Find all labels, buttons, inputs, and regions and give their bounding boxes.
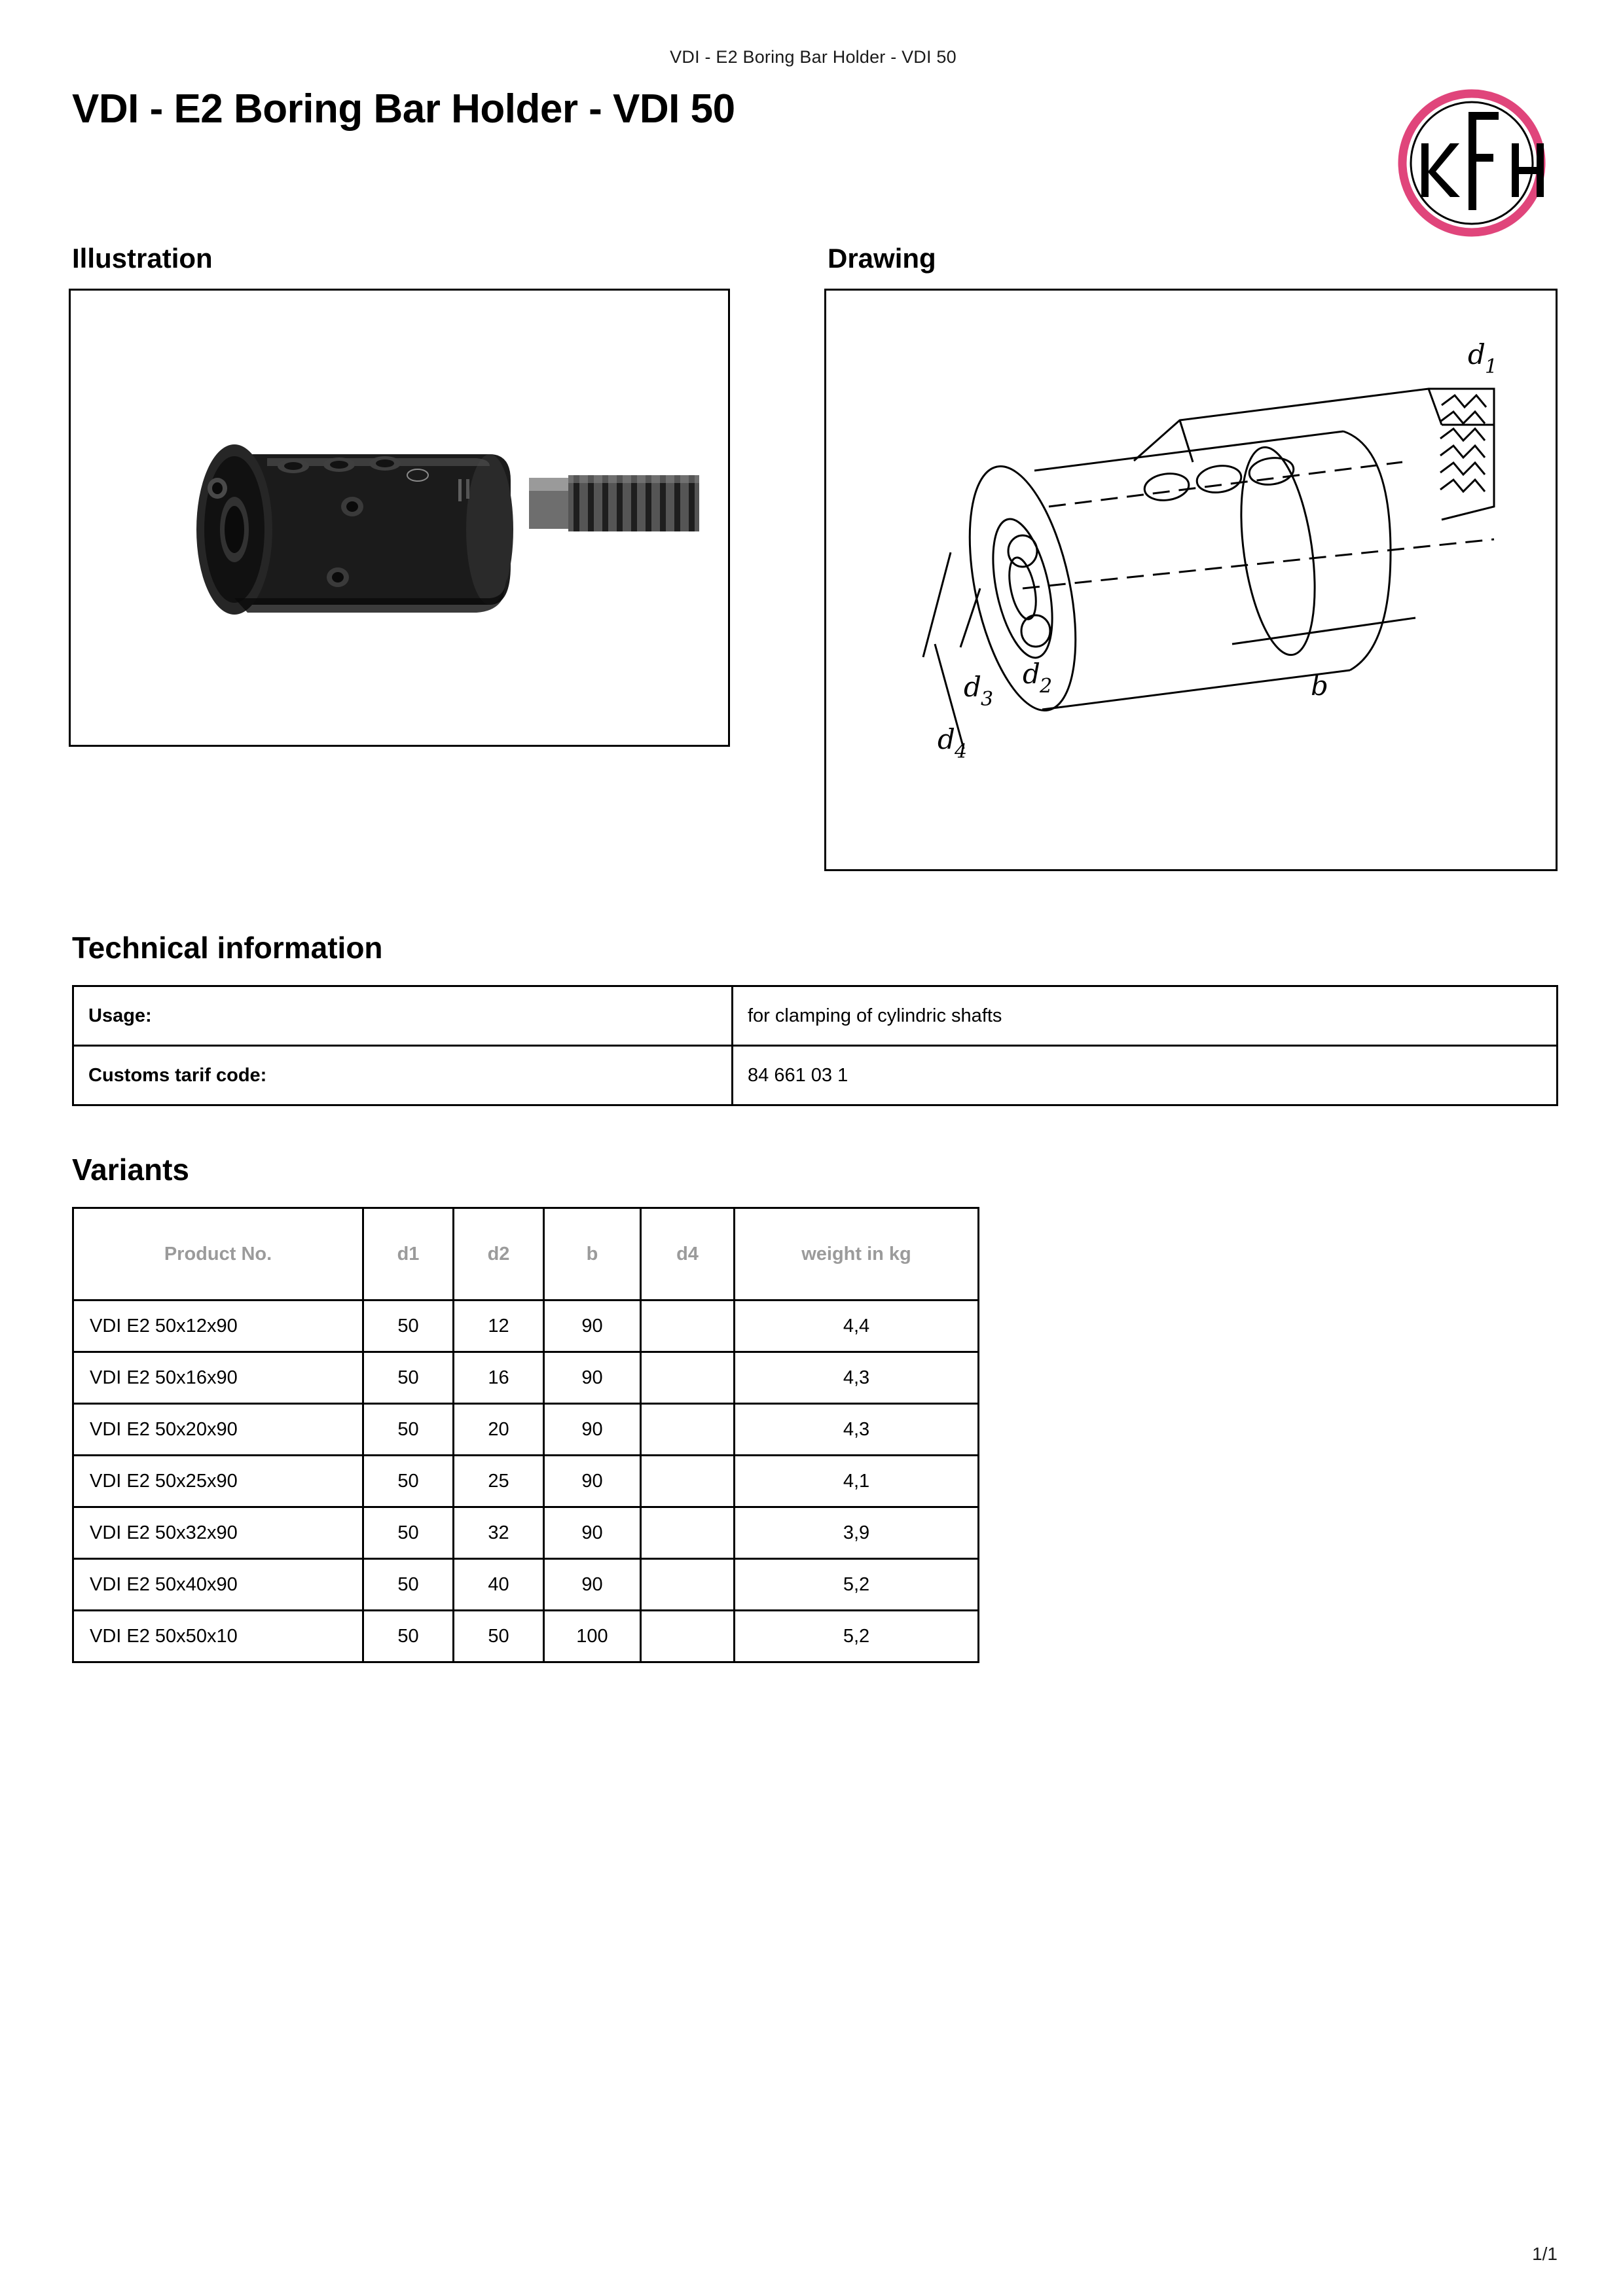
cell-d2: 40 [454, 1559, 544, 1611]
illustration-column [69, 243, 752, 747]
cell-b: 90 [544, 1559, 641, 1611]
svg-text:2: 2 [1040, 675, 1053, 698]
cell-product: VDI E2 50x25x90 [73, 1456, 363, 1507]
cell-weight: 5,2 [735, 1611, 979, 1662]
tech-value-customs: 84 661 03 1 [733, 1046, 1558, 1105]
column-header-product-no: Product No. [73, 1208, 363, 1300]
cell-d2: 32 [454, 1507, 544, 1559]
cell-product: VDI E2 50x16x90 [73, 1352, 363, 1404]
cell-d1: 50 [363, 1559, 454, 1611]
dim-label-d3: d [964, 671, 981, 703]
cell-d1: 50 [363, 1507, 454, 1559]
variants-title: Variants [72, 1153, 189, 1187]
cell-d4 [641, 1300, 735, 1352]
cell-weight: 4,3 [735, 1404, 979, 1456]
column-header-d1: d1 [363, 1208, 454, 1300]
table-row [73, 1456, 979, 1507]
cell-weight: 4,3 [735, 1352, 979, 1404]
cell-weight: 5,2 [735, 1559, 979, 1611]
cell-product: VDI E2 50x20x90 [73, 1404, 363, 1456]
cell-weight: 4,4 [735, 1300, 979, 1352]
cell-b: 90 [544, 1352, 641, 1404]
table-header-row [73, 1208, 979, 1300]
dim-label-d2: d [1023, 658, 1040, 690]
running-head: VDI - E2 Boring Bar Holder - VDI 50 [670, 47, 957, 67]
table-row [73, 1559, 979, 1611]
cell-d4 [641, 1404, 735, 1456]
table-row [73, 1046, 1558, 1105]
cell-product: VDI E2 50x40x90 [73, 1559, 363, 1611]
illustration-image [69, 289, 730, 747]
technical-information-title: Technical information [72, 931, 383, 965]
column-header-b: b [544, 1208, 641, 1300]
cell-d1: 50 [363, 1300, 454, 1352]
drawing-title: Drawing [828, 243, 936, 274]
cell-d2: 20 [454, 1404, 544, 1456]
dim-label-d4: d [938, 723, 955, 755]
drawing-column [824, 243, 1558, 871]
spacer [69, 871, 1558, 930]
cell-b: 90 [544, 1456, 641, 1507]
illustration-title: Illustration [72, 243, 213, 274]
cell-d1: 50 [363, 1404, 454, 1456]
svg-text:1: 1 [1485, 355, 1498, 378]
cell-d4 [641, 1352, 735, 1404]
cell-product: VDI E2 50x32x90 [73, 1507, 363, 1559]
column-header-d2: d2 [454, 1208, 544, 1300]
page-title: VDI - E2 Boring Bar Holder - VDI 50 [72, 86, 735, 132]
technical-information-table [72, 985, 1558, 1106]
dim-label-d1: d [1468, 338, 1486, 370]
table-row [73, 986, 1558, 1046]
tech-label-customs: Customs tarif code: [73, 1046, 733, 1105]
cell-d4 [641, 1611, 735, 1662]
table-row [73, 1404, 979, 1456]
tech-value-usage: for clamping of cylindric shafts [733, 986, 1558, 1046]
cell-d2: 50 [454, 1611, 544, 1662]
cell-product: VDI E2 50x12x90 [73, 1300, 363, 1352]
svg-text:3: 3 [981, 688, 994, 711]
table-row [73, 1611, 979, 1662]
kfh-logo [1390, 86, 1554, 249]
table-row [73, 1507, 979, 1559]
page-number: 1/1 [1532, 2244, 1558, 2264]
variants-table [72, 1207, 979, 1663]
cell-d2: 25 [454, 1456, 544, 1507]
media-row [69, 243, 1558, 871]
title-row [69, 86, 1558, 243]
cell-b: 100 [544, 1611, 641, 1662]
tech-label-usage: Usage: [73, 986, 733, 1046]
column-header-weight: weight in kg [735, 1208, 979, 1300]
cell-d4 [641, 1559, 735, 1611]
cell-d2: 16 [454, 1352, 544, 1404]
column-header-d4: d4 [641, 1208, 735, 1300]
cell-b: 90 [544, 1404, 641, 1456]
cell-d2: 12 [454, 1300, 544, 1352]
spacer [69, 1106, 1558, 1152]
cell-b: 90 [544, 1300, 641, 1352]
cell-weight: 4,1 [735, 1456, 979, 1507]
cell-d4 [641, 1507, 735, 1559]
cell-weight: 3,9 [735, 1507, 979, 1559]
cell-d1: 50 [363, 1611, 454, 1662]
cell-d1: 50 [363, 1352, 454, 1404]
cell-d4 [641, 1456, 735, 1507]
dim-label-b: b [1311, 670, 1328, 702]
svg-text:4: 4 [955, 740, 968, 763]
table-row [73, 1352, 979, 1404]
table-row [73, 1300, 979, 1352]
technical-drawing-image [824, 289, 1558, 871]
cell-product: VDI E2 50x50x10 [73, 1611, 363, 1662]
cell-d1: 50 [363, 1456, 454, 1507]
cell-b: 90 [544, 1507, 641, 1559]
